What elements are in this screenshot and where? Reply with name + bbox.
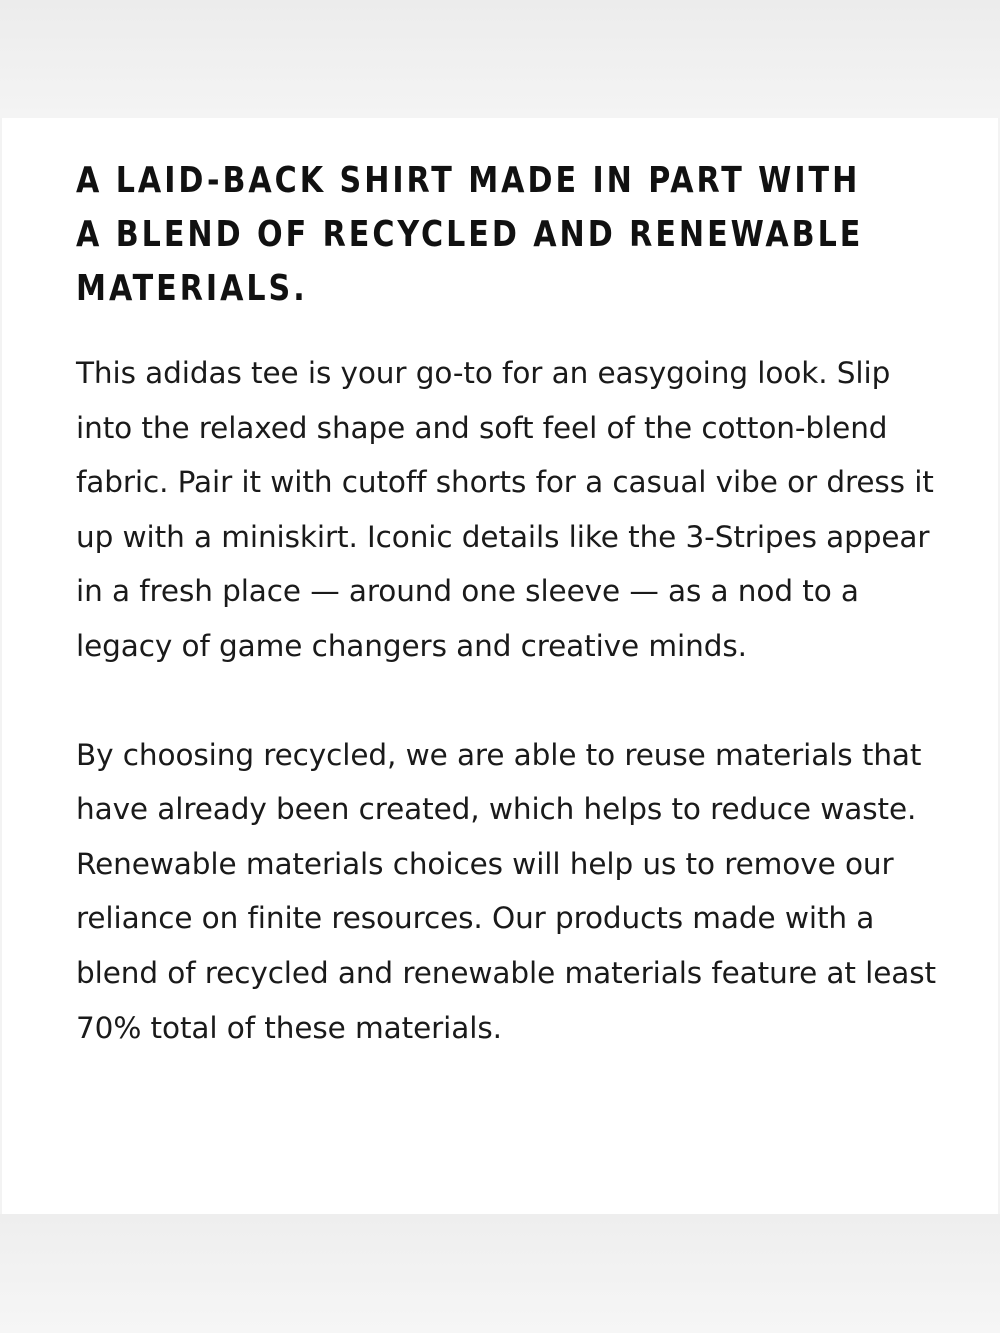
description-card (2, 118, 998, 1214)
description-paragraph: This adidas tee is your go-to for an easygoing look. Slip into the relaxed shape and soft feel of the cotton-blend fabric. Pair it with cutoff shorts for a casual vibe or dress it up with a miniskirt. Iconic details like the 3-Stripes appear in a fresh place — around one sleeve — as a nod to a legacy of game changers and creative minds. (76, 356, 934, 663)
top-backdrop (0, 0, 1000, 118)
sustainability-paragraph: By choosing recycled, we are able to reuse materials that have already been created, which helps to reduce waste. Renewable materials choices will help us to remove our reliance on finite resources. Our products made with a blend of recycled and renewable materials feature at least 70% total of these materials. (76, 737, 936, 1045)
bottom-backdrop (0, 1214, 1000, 1333)
description-headline: A LAID-BACK SHIRT MADE IN PART WITH A BLEND OF RECYCLED AND RENEWABLE MATERIALS. (76, 160, 864, 309)
description-content (76, 154, 936, 1055)
